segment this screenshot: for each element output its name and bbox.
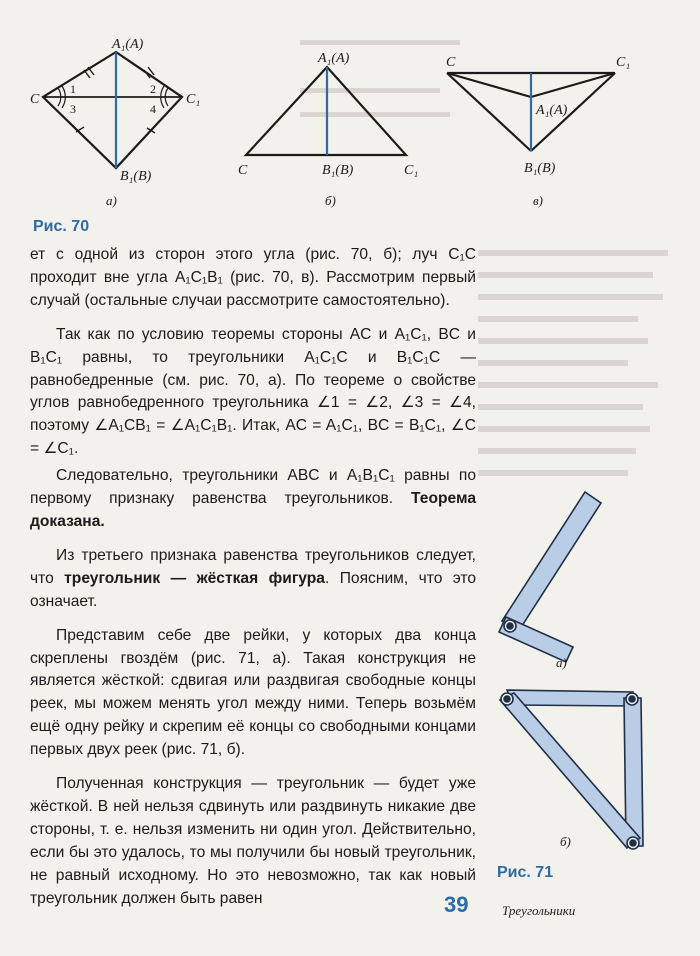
- rigid-figure-statement: треугольник — жёсткая фигура: [64, 569, 325, 587]
- figure-71a: [499, 492, 601, 662]
- fig70b-label-top: A₁(A): [318, 51, 350, 66]
- fig70c-sublabel: в): [533, 193, 543, 208]
- fig70c-label-right: C₁: [616, 55, 631, 70]
- fig70b-sublabel: б): [325, 193, 336, 208]
- fig70a-angle-1: 1: [70, 82, 76, 96]
- page-number: 39: [444, 892, 469, 917]
- theorem-proved: Теорема доказана.: [30, 490, 476, 530]
- figure-70-caption: Рис. 70: [33, 218, 90, 235]
- fig71a-sublabel: а): [556, 655, 567, 670]
- fig70a-angle-3: 3: [70, 102, 76, 116]
- fig71b-sublabel: б): [560, 834, 571, 849]
- paragraph-3-text: Следовательно, треугольники ABC и A₁B₁C₁ равны по первому признаку равенства треугольников.: [30, 467, 476, 508]
- running-head: Треугольники: [502, 903, 576, 918]
- fig70b-label-right: C₁: [404, 163, 419, 178]
- fig70a-angle-2: 2: [150, 82, 156, 96]
- fig70a-label-right: C₁: [186, 92, 201, 107]
- fig70a-sublabel: а): [106, 193, 117, 208]
- paragraph-6: Полученная конструкция — треугольник — будет уже жёсткой. В ней нельзя сдвинуть или раздвинуть никакие две стороны, т. е. нельзя изменить ни один угол. Действительно, если бы это удалось, то мы получили бы новый треугольник, не равный исходному. Но это невозможно, так как новый треугольник должен быть равен: [30, 775, 476, 907]
- fig70a-label-top: A₁(A): [112, 37, 144, 52]
- fig70b-label-left: C: [238, 163, 248, 178]
- fig70a-label-left: C: [30, 92, 40, 107]
- fig70a-label-bottom: B₁(B): [120, 169, 152, 184]
- paragraph-4-tail: . Поясним, что это означает.: [30, 569, 477, 610]
- figure-71-caption: Рис. 71: [497, 864, 554, 881]
- paragraph-1: ет с одной из сторон этого угла (рис. 70, б); луч C₁C проходит вне угла A₁C₁B₁ (рис. 70, в). Рассмотрим первый случай (остальные случаи рассмотрите самостоятельно).: [30, 246, 476, 309]
- paragraph-2: Так как по условию теоремы стороны AC и A₁C₁, BC и B₁C₁ равны, то треугольники A₁C₁C и B₁C₁C — равнобедренные (см. рис. 70, а). По теореме о свойстве углов равнобедренного треугольника ∠1 = ∠2, ∠3 = ∠4, поэтому ∠A₁CB₁ = ∠A₁C₁B₁. Итак, AC = A₁C₁, BC = B₁C₁, ∠C = ∠C₁.: [30, 325, 476, 458]
- figure-71b: [500, 690, 643, 849]
- fig70c-label-left: C: [446, 55, 456, 70]
- fig70a-angle-4: 4: [150, 102, 156, 116]
- fig70c-label-bottom: B₁(B): [524, 161, 556, 176]
- fig70c-label-mid: A₁(A): [536, 103, 568, 118]
- fig70b-label-bottom: B₁(B): [322, 163, 354, 178]
- paragraph-4-lead: Из третьего признака равенства треугольников следует, что: [30, 546, 476, 587]
- paragraph-5: Представим себе две рейки, у которых два конца скреплены гвоздём (рис. 71, а). Такая конструкция не является жёсткой: сдвигая или раздвигая свободные концы реек, мы можем менять угол между ними. Теперь возьмём ещё одну рейку и скрепим её концы со свободными концами первых двух реек (рис. 71, б).: [30, 626, 476, 759]
